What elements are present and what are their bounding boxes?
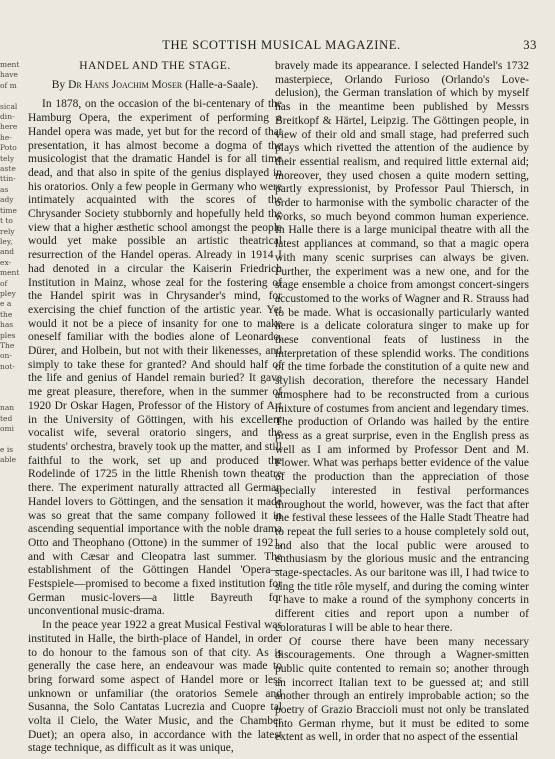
paragraph: Of course there have been many necessary discouragements. One through a Wagner-smitten public quite contented to remain so; another through an incorrect Italian text to be guessed at; and still another through an entirely improbable action; so the poetry of Grazio Braccioli must not only be translated into German rhyme, but it must be edited to some extent as well, in order that no aspect of the essential: [275, 635, 529, 744]
margin-fragment: tely: [0, 153, 15, 163]
byline-prefix: By: [51, 78, 66, 91]
byline: [28, 79, 282, 93]
margin-fragment: The: [0, 340, 15, 350]
margin-fragment: of: [0, 278, 8, 288]
margin-fragment: not-: [0, 361, 15, 371]
magazine-title: THE SCOTTISH MUSICAL MAGAZINE.: [162, 38, 401, 52]
margin-fragment: rely: [0, 226, 15, 236]
left-column: [28, 60, 282, 756]
margin-fragment: the: [0, 309, 13, 319]
margin-fragment: ttin-: [0, 174, 16, 184]
margin-fragment: and: [0, 247, 15, 257]
margin-fragment: [0, 383, 14, 393]
margin-fragment: ment: [0, 60, 20, 69]
margin-fragment: din-: [0, 112, 15, 122]
margin-fragment: as: [0, 184, 9, 194]
margin-fragment: [0, 91, 14, 101]
byline-suffix: (Halle-a-Saale).: [185, 78, 259, 91]
article-title: HANDEL AND THE STAGE.: [79, 60, 231, 72]
margin-fragment: aste: [0, 164, 16, 174]
margin-fragment: time: [0, 205, 17, 215]
margin-fragment: here: [0, 122, 18, 132]
margin-fragment: on-: [0, 351, 12, 361]
margin-fragment: ples: [0, 330, 16, 340]
margin-fragment: t to: [0, 216, 13, 226]
byline-author: Dr Hans Joachim Moser: [68, 78, 183, 91]
margin-fragment: ment: [0, 268, 20, 278]
margin-fragment: nan: [0, 403, 15, 413]
margin-fragment: sical: [0, 101, 18, 111]
margin-fragment: ex-: [0, 257, 12, 267]
margin-fragment: omi: [0, 424, 15, 434]
margin-fragment: [0, 435, 14, 445]
margin-fragment: ady: [0, 195, 14, 205]
margin-fragment: e is: [0, 445, 14, 455]
margin-fragment: he-: [0, 132, 12, 142]
margin-fragment: e a: [0, 299, 12, 309]
margin-fragment: pley: [0, 288, 16, 298]
paragraph-continued: bravely made its appearance. I selected Handel's 1732 masterpiece, Orlando Furioso (Orlando's Love-delusion), the German translation of which by myself has in the meantime been published by Messrs Breitkopf & Härtel, Leipzig. The Göttingen people, in view of their old and small stage, had preferred such plays which rivetted the attention of the audience by their essential realism, and required little external aid; moreover, they used chosen a quite modern setting, partly expressionist, by Professor Paul Thiersch, in order to harmonise with the symbolic character of the works, so much beyond common human experience. In Halle there is a large municipal theatre with all the latest appliances at command, so that a magic opera with many scenic surprises can always be given. Further, the experiment was a new one, and for the stage ensemble a choice from amongst concert-singers accustomed to the works of Wagner and R. Strauss had to be made. What is occasionally particularly wanted here is a delicate coloratura singer to make up for these conventional feats of lustiness in the interpretation of these splendid works. The conditions of the time forbade the constitution of a quite new and stylish decoration, therefore the necessary Handel atmosphere had to be reconstructed from a curious mixture of costumes from ancient and legendary times. The production of Orlando was hailed by the entire press as a great surprise, even in the English press as well as I am informed by Professor Dent and M. Flower. What was perhaps better evidence of the value of the production than the appreciation of those specially interested in festival performances throughout the world, however, was the fact that after the festival these lessees of the Halle Stadt Theatre had to repeat the full series to a house completely sold out, and also that the local public were aroused to enthusiasm by the glorious music and the entrancing stage-spectacles. As our baritone was ill, I had twice to sing the title rôle myself, and during the coming winter I have to make a round of the symphony concerts in different cities and report upon a number of coloraturas I will be able to hear there.: [275, 60, 529, 634]
margin-fragment: able: [0, 455, 17, 465]
margin-fragment: Poto: [0, 143, 17, 153]
previous-page-margin-fragments: [0, 60, 20, 750]
margin-fragment: has: [0, 320, 14, 330]
margin-fragment: of m: [0, 80, 17, 90]
margin-fragment: ted: [0, 413, 13, 423]
page-number: 33: [523, 38, 537, 52]
right-column: [275, 60, 529, 745]
margin-fragment: ley,: [0, 236, 13, 246]
paragraph: In the peace year 1922 a great Musical Festival was instituted in Halle, the birth-place of Handel, in order to do honour to the famous son of that city. As is generally the case here, an endeavour was made to bring forward some aspect of Handel more or less unknown or unfamiliar (the oratorios Semele and Susanna, the Solo Cantatas Lucrezia and Cuopre tal volta il Cielo, the Water Music, and the Chamber Duet); an opera also, in accordance with the latest stage technique, as difficult as it was unique,: [28, 619, 282, 755]
margin-fragment: [0, 372, 14, 382]
margin-fragment: have: [0, 70, 18, 80]
margin-fragment: [0, 393, 14, 403]
paragraph: In 1878, on the occasion of the bi-centenary of the Hamburg Opera, the experiment of performing a Handel opera was made, yet but for the record of that presentation, it has almost become a dogma of the musicologist that the dramatic Handel is for all time dead, and that also in spite of the genius displayed in his oratorios. Only a few people in Germany who were intimately acquainted with the scores of the Chrysander Society stubbornly and hopefully held the view that a higher æsthetic school amongst the people would yet make possible an artistic theatrical resurrection of the Handel operas. Already in 1914 I had denoted in a circular the Kaiserin Friedrich Institution in Mainz, whose zeal for the fostering of the Handel spirit was in Chrysander's mind, for exercising the chief function of the artistic year. Yet would it not be a piece of insanity for one to make oneself familiar with the bodies alone of Leonardo, Dürer, and Holbein, but not with their likenesses, and simply to take these for granted? And should half of the life and genius of Handel remain buried? It gave me great pleasure, therefore, when in the summer of 1920 Dr Oskar Hagen, Professor of the History of Art in the University of Göttingen, with his excellent vocalist wife, several oratorio singers, and the students' orchestra, bravely took up the matter, and still faithful to the work, set up and produced the Rodelinde of 1725 in the little Rhenish town theatre there. The experiment naturally attracted all German Handel lovers to Göttingen, and the sensation it made was so great that the same company followed it in ascending sequential importance with the noble drama Otto and Theophano (Ottone) in the summer of 1921, and with Cæsar and Cleopatra last summer. The establishment of the Göttingen Handel 'Opera—Festspiele—promised to become a fixed institution for German music-lovers—a little Bayreuth for unconventional music-drama.: [28, 98, 282, 618]
